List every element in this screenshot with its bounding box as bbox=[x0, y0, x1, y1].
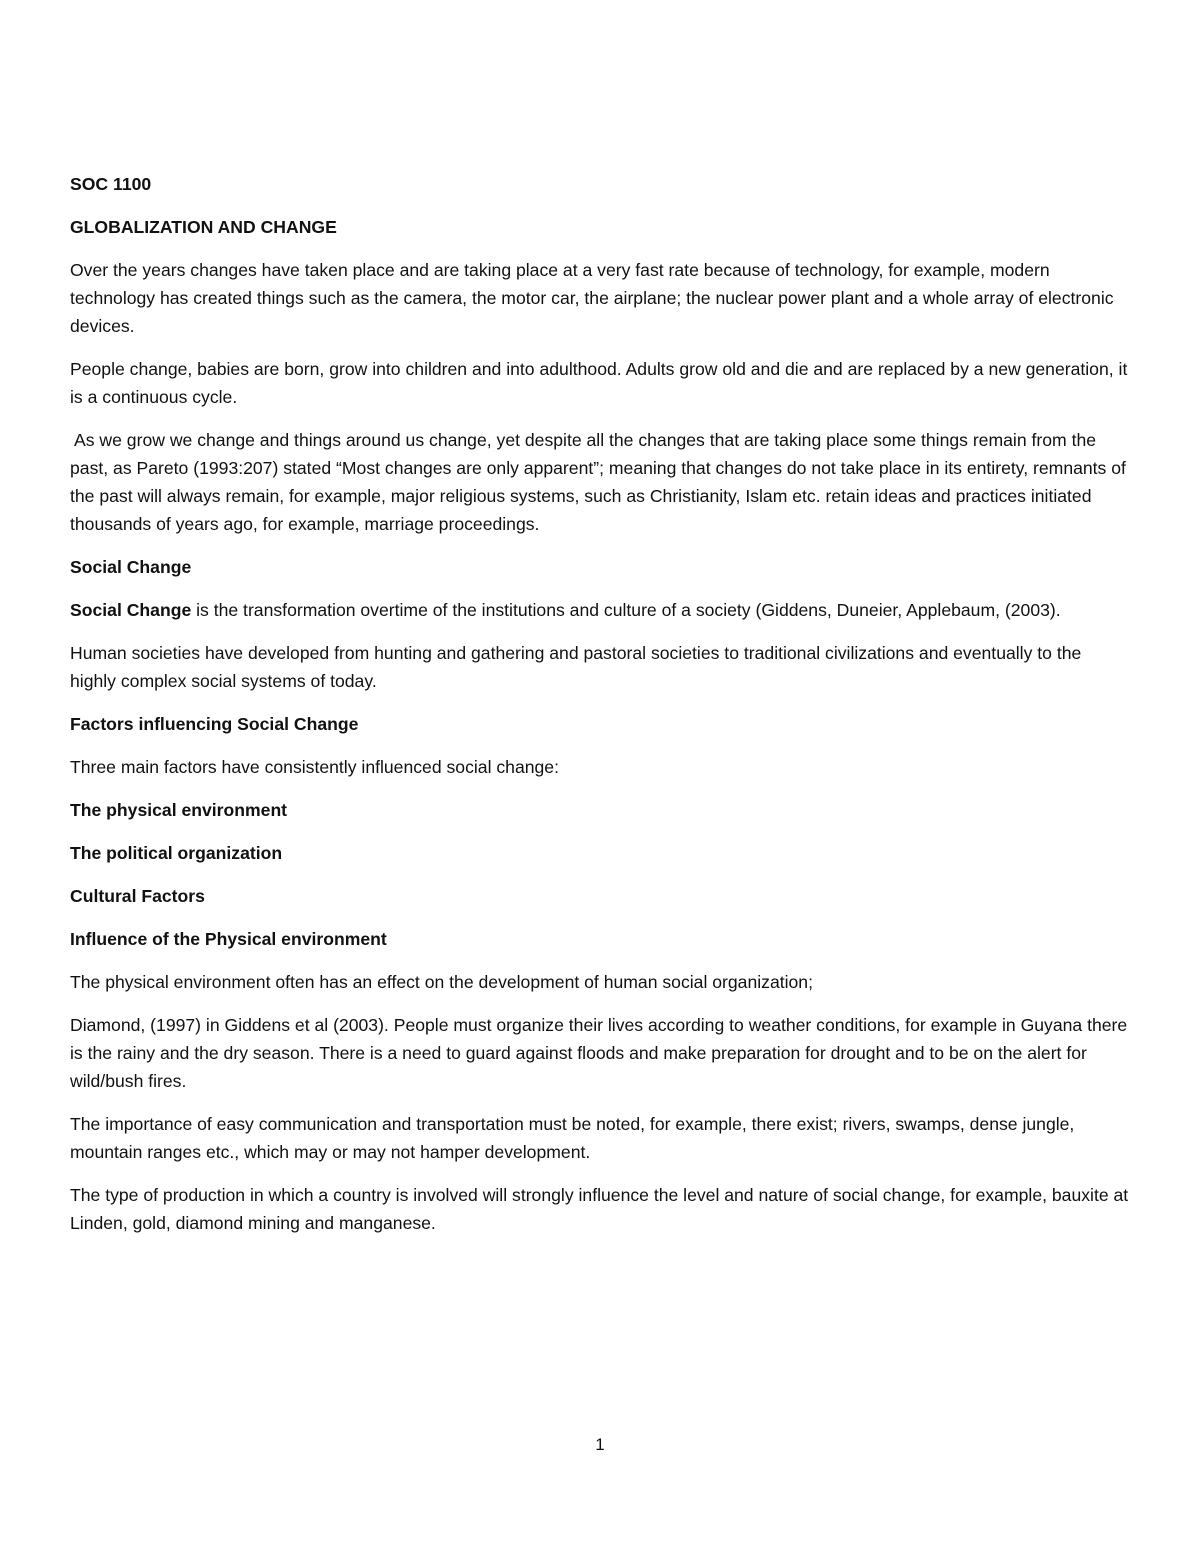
social-change-term: Social Change bbox=[70, 600, 192, 620]
paragraph-human-societies: Human societies have developed from hunting and gathering and pastoral societies to traditional civilizations and eventually to the highly complex social systems of today. bbox=[70, 643, 1082, 691]
factor-physical-environment: The physical environment bbox=[70, 800, 288, 820]
page-content bbox=[70, 170, 1130, 1252]
paragraph-technology: Over the years changes have taken place and are taking place at a very fast rate because of technology, for example, modern technology has created things such as the camera, the motor car, the airplane; the nuclear power plant and a whole array of electronic devices. bbox=[70, 260, 1114, 336]
paragraph-three-factors: Three main factors have consistently influenced social change: bbox=[70, 757, 559, 777]
heading-influence-physical: Influence of the Physical environment bbox=[70, 929, 387, 949]
heading-factors: Factors influencing Social Change bbox=[70, 714, 359, 734]
paragraph-communication: The importance of easy communication and transportation must be noted, for example, there exist; rivers, swamps, dense jungle, mountain ranges etc., which may or may not hamper development. bbox=[70, 1114, 1075, 1162]
factor-cultural: Cultural Factors bbox=[70, 886, 205, 906]
course-code: SOC 1100 bbox=[70, 174, 152, 194]
factor-political-organization: The political organization bbox=[70, 843, 283, 863]
heading-social-change: Social Change bbox=[70, 557, 192, 577]
page-number: 1 bbox=[595, 1435, 605, 1454]
document-title: GLOBALIZATION AND CHANGE bbox=[70, 217, 337, 237]
paragraph-production: The type of production in which a country is involved will strongly influence the level and nature of social change, for example, bauxite at Linden, gold, diamond mining and manganese. bbox=[70, 1185, 1129, 1233]
paragraph-pareto: As we grow we change and things around us change, yet despite all the changes that are taking place some things remain from the past, as Pareto (1993:207) stated “Most changes are only apparent”; meaning that changes do not take place in its entirety, remnants of the past will always remain, for example, major religious systems, such as Christianity, Islam etc. retain ideas and practices initiated thousands of years ago, for example, marriage proceedings. bbox=[70, 430, 1126, 534]
social-change-definition-text: is the transformation overtime of the institutions and culture of a society (Giddens, Duneier, Applebaum, (2003). bbox=[191, 600, 1061, 620]
paragraph-social-change-definition bbox=[70, 596, 1130, 624]
paragraph-people-change: People change, babies are born, grow into children and into adulthood. Adults grow old and die and are replaced by a new generation, it is a continuous cycle. bbox=[70, 359, 1128, 407]
paragraph-diamond: Diamond, (1997) in Giddens et al (2003). People must organize their lives according to weather conditions, for example in Guyana there is the rainy and the dry season. There is a need to guard against floods and make preparation for drought and to be on the alert for wild/bush fires. bbox=[70, 1015, 1128, 1091]
paragraph-physical-effect: The physical environment often has an effect on the development of human social organization; bbox=[70, 972, 813, 992]
